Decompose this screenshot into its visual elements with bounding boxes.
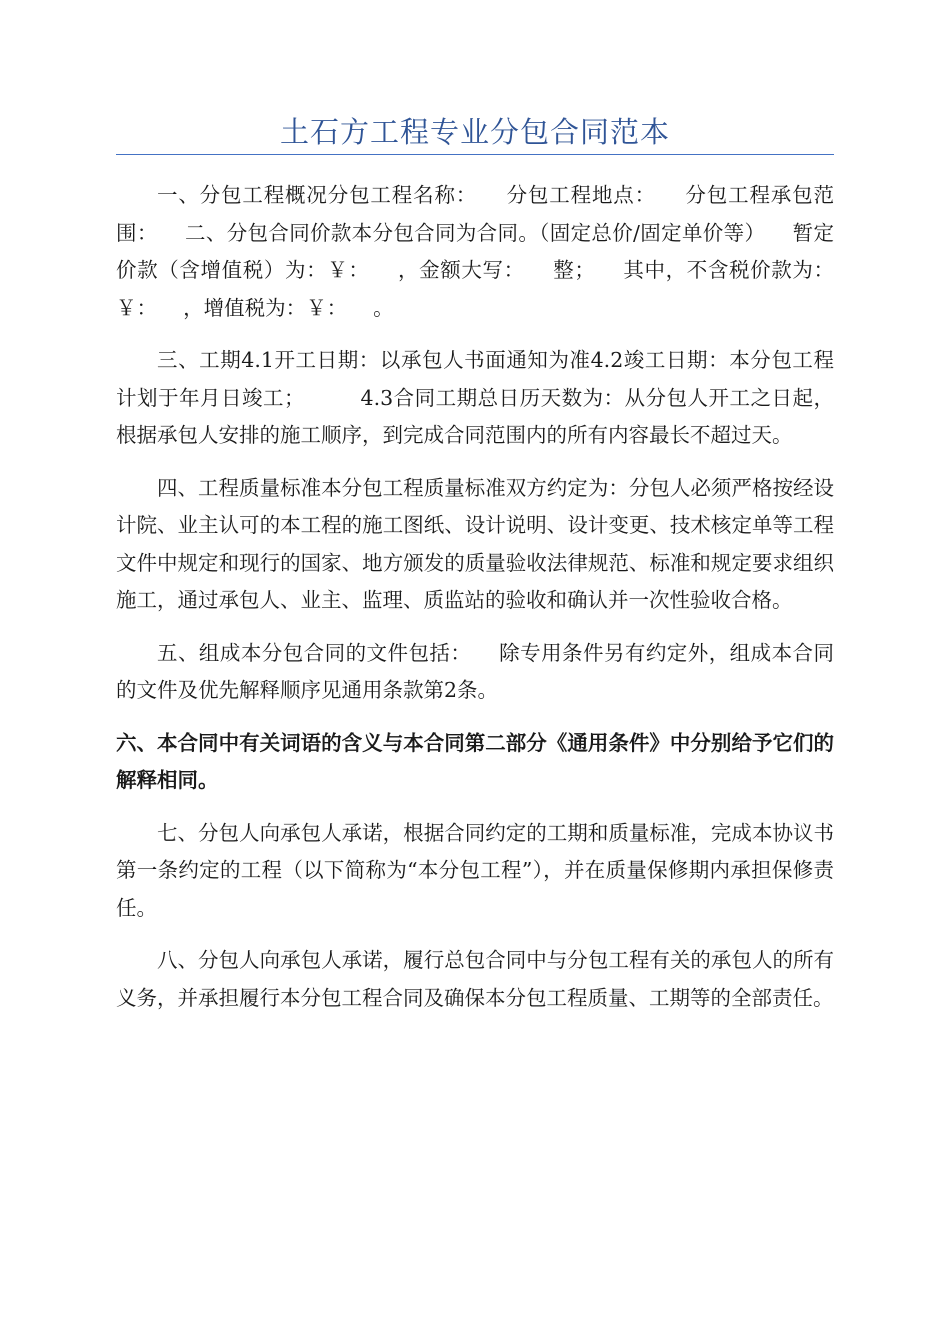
paragraph-quality-standard: 四、工程质量标准本分包工程质量标准双方约定为：分包人必须严格按经设计院、业主认可的本工程的施工图纸、设计说明、设计变更、技术核定单等工程文件中规定和现行的国家、地方颁发的质量验收法律规范、标准和规定要求组织施工，通过承包人、业主、监理、质监站的验收和确认并一次性验收合格。 — [116, 475, 834, 612]
paragraph-contract-documents: 五、组成本分包合同的文件包括： 除专用条件另有约定外，组成本合同的文件及优先解释顺序见通用条款第2条。 — [116, 640, 834, 702]
paragraph-overview-price: 一、分包工程概况分包工程名称： 分包工程地点： 分包工程承包范围： 二、分包合同价款本分包合同为合同。（固定总价/固定单价等） 暂定价款（含增值税）为：￥： ，金额大写： 整； 其中，不含税价款为：￥： ，增值税为：￥： 。 — [116, 183, 834, 320]
document-page — [116, 112, 834, 1032]
document-title: 土石方工程专业分包合同范本 — [116, 112, 834, 155]
paragraph-schedule: 三、工期4.1开工日期：以承包人书面通知为准4.2竣工日期：本分包工程计划于年月日竣工； 4.3合同工期总日历天数为：从分包人开工之日起，根据承包人安排的施工顺序，到完成合同范围内的所有内容最长不超过天。 — [116, 348, 834, 447]
paragraph-definitions: 六、本合同中有关词语的含义与本合同第二部分《通用条件》中分别给予它们的解释相同。 — [116, 730, 834, 792]
paragraph-subcontractor-obligations: 八、分包人向承包人承诺，履行总包合同中与分包工程有关的承包人的所有义务，并承担履行本分包工程合同及确保本分包工程质量、工期等的全部责任。 — [116, 948, 834, 1010]
paragraph-subcontractor-commitment: 七、分包人向承包人承诺，根据合同约定的工期和质量标准，完成本协议书第一条约定的工程（以下简称为“本分包工程”），并在质量保修期内承担保修责任。 — [116, 820, 834, 920]
